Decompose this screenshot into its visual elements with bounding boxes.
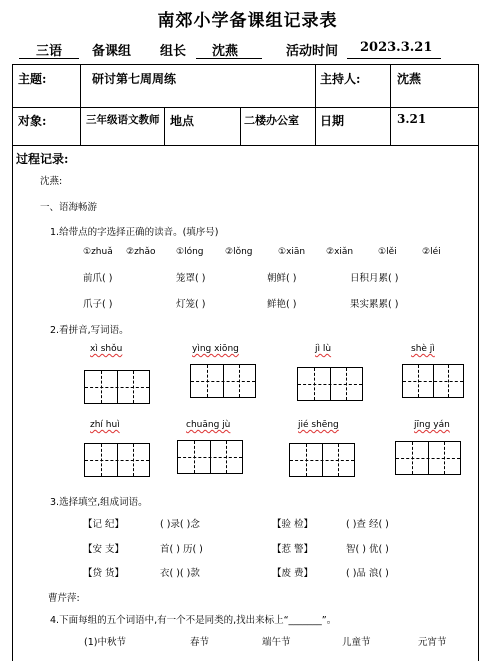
host-label: 主持人: — [320, 72, 361, 86]
subject-value: 三语 — [36, 44, 63, 59]
writing-grid[interactable] — [84, 443, 150, 477]
leader-value: 沈燕 — [212, 44, 239, 59]
speaker-1: 沈燕: — [40, 176, 63, 187]
writing-grid[interactable] — [190, 364, 256, 398]
day-value: 3.21 — [397, 112, 427, 126]
process-label: 过程记录: — [16, 152, 69, 166]
question-4: 4.下面每组的五个词语中,有一个不是同类的,找出来标上“_______”。 — [50, 615, 337, 626]
topic-value: 研讨第七周周练 — [92, 72, 177, 86]
writing-grid[interactable] — [84, 370, 150, 404]
writing-grid[interactable] — [297, 367, 363, 401]
place-label: 地点 — [170, 114, 195, 128]
day-label: 日期 — [320, 114, 345, 128]
host-value: 沈燕 — [397, 72, 422, 86]
target-label: 对象: — [18, 114, 47, 128]
section-1-heading: 一、语海畅游 — [40, 202, 98, 213]
question-1: 1.给带点的字选择正确的读音。(填序号) — [50, 227, 219, 238]
place-value: 二楼办公室 — [244, 114, 299, 127]
writing-grid[interactable] — [177, 440, 243, 474]
writing-grid[interactable] — [289, 443, 355, 477]
leader-label: 组长 — [160, 44, 187, 59]
writing-grid[interactable] — [395, 441, 461, 475]
writing-grid[interactable] — [402, 364, 464, 398]
speaker-2: 曹芹萍: — [48, 593, 80, 604]
topic-label: 主题: — [18, 72, 47, 86]
target-value: 三年级语文教师 — [86, 114, 160, 126]
page-title: 南郊小学备课组记录表 — [157, 11, 338, 31]
group-label: 备课组 — [92, 44, 132, 59]
question-3: 3.选择填空,组成词语。 — [50, 497, 148, 508]
date-value: 2023.3.21 — [360, 40, 433, 55]
date-label: 活动时间 — [286, 44, 339, 59]
question-2: 2.看拼音,写词语。 — [50, 325, 129, 336]
